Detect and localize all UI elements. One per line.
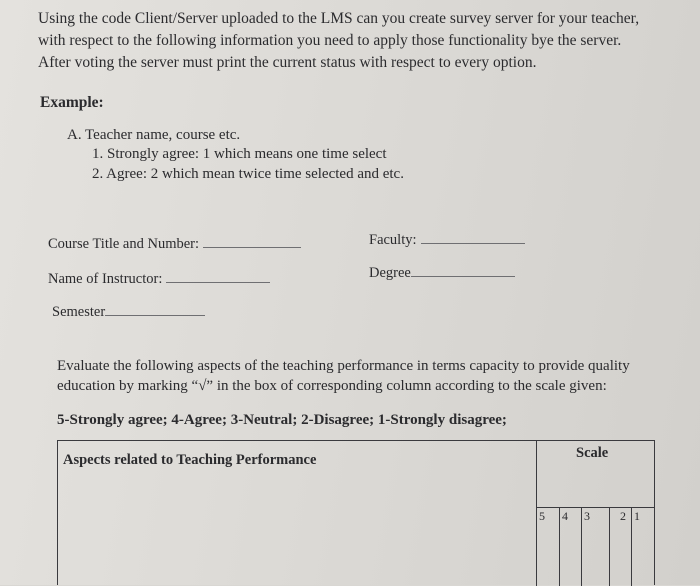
scale-header: Scale <box>576 445 609 461</box>
semester-field <box>52 304 205 321</box>
scale-1-cell[interactable] <box>631 507 655 586</box>
semester-label: Semester <box>52 304 106 320</box>
course-title-blank[interactable] <box>203 246 301 248</box>
intro-line-1: Using the code Client/Server uploaded to the LMS can you create survey server for your teacher, <box>38 10 640 27</box>
degree-label: Degree <box>369 265 411 281</box>
intro-paragraph <box>38 8 668 74</box>
evaluation-line-1: Evaluate the following aspects of the teaching performance in terms capacity to provide quality <box>57 358 630 374</box>
semester-blank[interactable] <box>105 314 205 316</box>
faculty-field <box>369 232 525 249</box>
example-heading: Example: <box>40 94 104 111</box>
faculty-blank[interactable] <box>421 242 525 244</box>
scale-5-cell[interactable] <box>537 507 559 586</box>
scale-1-label: 1 <box>634 509 640 523</box>
evaluation-instructions <box>57 356 657 396</box>
instructor-label: Name of Instructor: <box>48 271 163 287</box>
example-item-2: 2. Agree: 2 which mean twice time selected and etc. <box>92 166 404 182</box>
scale-2-label: 2 <box>620 509 626 523</box>
course-title-field <box>48 236 301 253</box>
instructor-field <box>48 271 270 288</box>
scale-3-label: 3 <box>584 509 590 523</box>
degree-field <box>369 265 515 282</box>
example-item-a: A. Teacher name, course etc. <box>67 127 241 143</box>
example-item-1: 1. Strongly agree: 1 which means one time select <box>92 146 387 162</box>
scale-4-cell[interactable] <box>559 507 581 586</box>
faculty-label: Faculty: <box>369 232 417 248</box>
survey-table <box>57 440 655 585</box>
scale-3-cell[interactable] <box>581 507 609 586</box>
scale-legend: 5-Strongly agree; 4-Agree; 3-Neutral; 2-Disagree; 1-Strongly disagree; <box>57 412 507 428</box>
scale-5-label: 5 <box>539 509 545 523</box>
degree-blank[interactable] <box>411 275 515 277</box>
intro-line-2: with respect to the following information you need to apply those functionality bye the server. <box>38 32 622 49</box>
scale-2-cell[interactable] <box>609 507 631 586</box>
scale-4-label: 4 <box>562 509 568 523</box>
aspects-header: Aspects related to Teaching Performance <box>63 452 317 468</box>
intro-line-3: After voting the server must print the current status with respect to every option. <box>38 54 537 71</box>
course-title-label: Course Title and Number: <box>48 236 200 252</box>
scale-column <box>536 441 654 586</box>
evaluation-line-2: education by marking “√” in the box of corresponding column according to the scale given: <box>57 378 607 394</box>
instructor-blank[interactable] <box>166 281 270 283</box>
